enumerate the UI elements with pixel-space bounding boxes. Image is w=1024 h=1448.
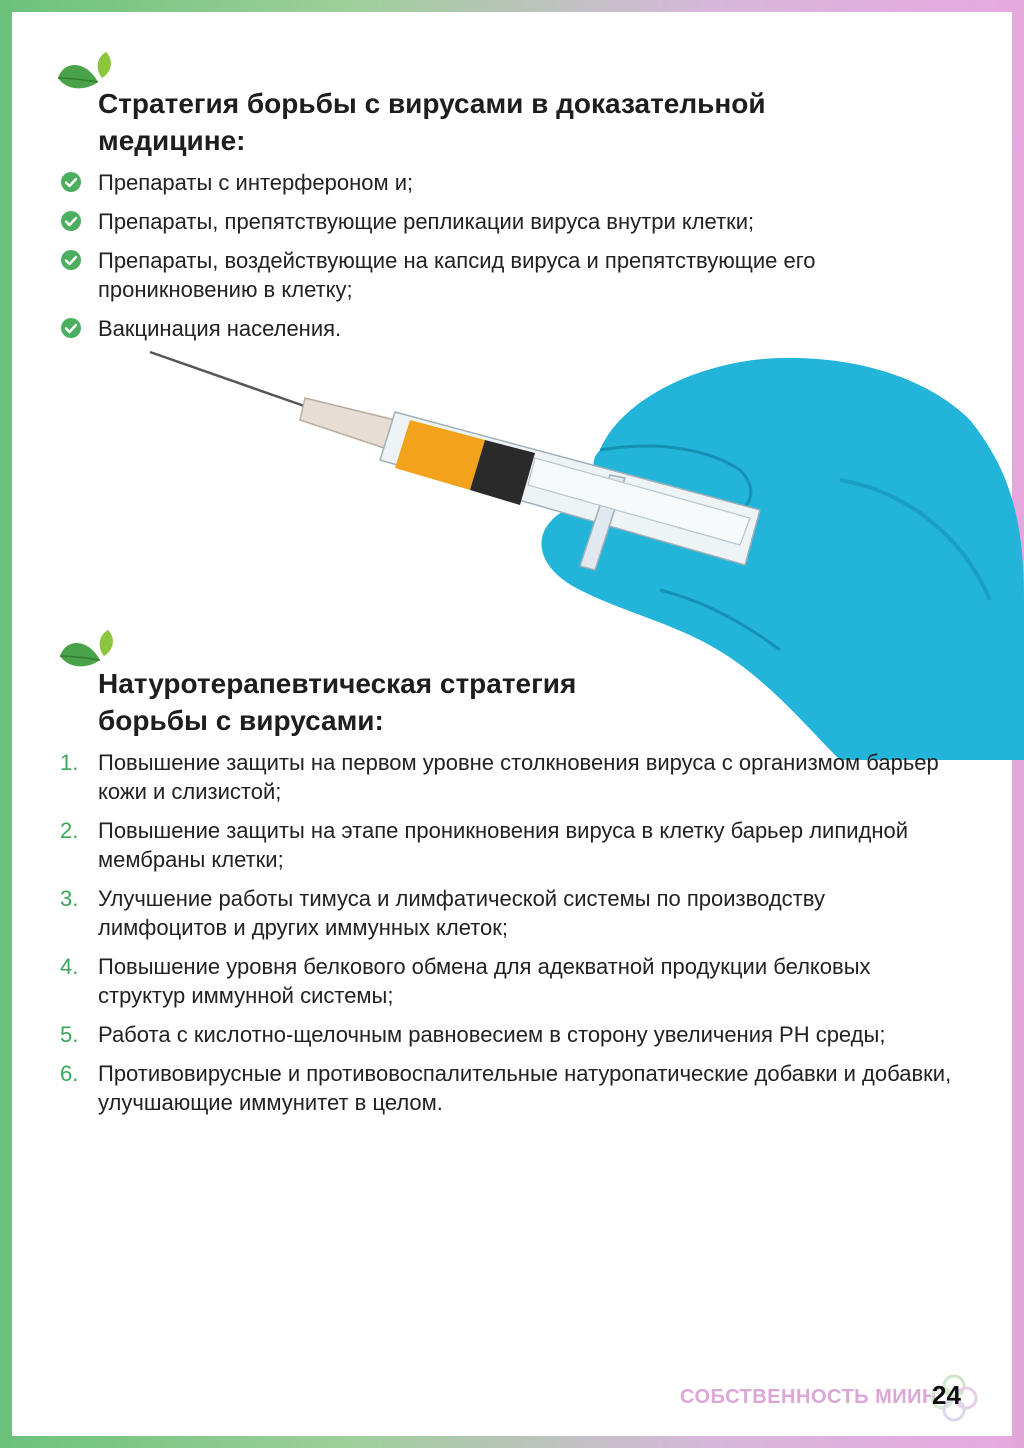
naturotherapy-list [60, 748, 960, 1127]
list-item-text: Вакцинация населения. [98, 316, 342, 341]
page-number: 24 [932, 1380, 961, 1410]
list-item-number: 1. [60, 750, 79, 775]
list-item-text: Препараты, воздействующие на капсид вируса и препятствующие его проникновению в клетку; [98, 248, 816, 302]
list-item [60, 1059, 960, 1117]
check-circle-icon [60, 210, 82, 232]
list-item-text: Улучшение работы тимуса и лимфатической системы по производству лимфоцитов и других иммунных клеток; [98, 886, 825, 940]
page-frame-top [0, 0, 1024, 12]
list-item-text: Повышение защиты на этапе проникновения вируса в клетку барьер липидной мембраны клетки; [98, 818, 909, 872]
check-circle-icon [60, 249, 82, 271]
page-frame-left [0, 0, 12, 1448]
list-item-number: 4. [60, 954, 79, 979]
section-2-title: Натуротерапевтическая стратегия борьбы с вирусами: [98, 668, 577, 736]
list-item-text: Повышение защиты на первом уровне столкновения вируса с организмом барьер кожи и слизистой; [98, 750, 939, 804]
list-item-text: Противовирусные и противовоспалительные натуропатические добавки и добавки, улучшающие иммунитет в целом. [98, 1061, 952, 1115]
list-item [60, 168, 940, 197]
list-item [60, 884, 960, 942]
list-item-text: Повышение уровня белкового обмена для адекватной продукции белковых структур иммунной системы; [98, 954, 871, 1008]
list-item-text: Работа с кислотно-щелочным равновесием в сторону увеличения PH среды; [98, 1022, 886, 1047]
list-item [60, 816, 960, 874]
list-item-text: Препараты, препятствующие репликации вируса внутри клетки; [98, 209, 755, 234]
list-item [60, 246, 940, 304]
evidence-based-list [60, 168, 940, 353]
list-item-number: 3. [60, 886, 79, 911]
list-item-number: 6. [60, 1061, 79, 1086]
list-item [60, 748, 960, 806]
list-item [60, 207, 940, 236]
list-item [60, 1020, 960, 1049]
check-circle-icon [60, 171, 82, 193]
page-frame-bottom [0, 1436, 1024, 1448]
list-item-number: 5. [60, 1022, 79, 1047]
footer-brand: СОБСТВЕННОСТЬ МИИН [680, 1386, 937, 1408]
section-1-title: Стратегия борьбы с вирусами в доказательной медицине: [98, 88, 766, 156]
check-circle-icon [60, 317, 82, 339]
list-item-text: Препараты с интерфероном и; [98, 170, 414, 195]
list-item [60, 952, 960, 1010]
list-item-number: 2. [60, 818, 79, 843]
list-item [60, 314, 940, 343]
